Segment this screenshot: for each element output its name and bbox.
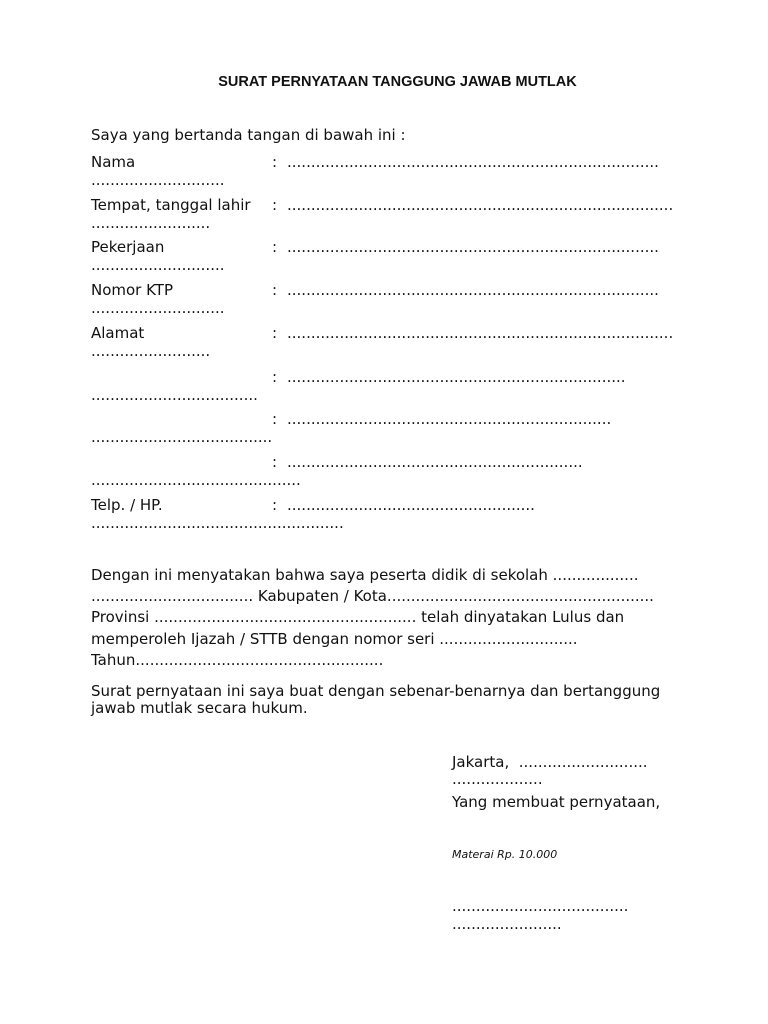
document-title: SURAT PERNYATAAN TANGGUNG JAWAB MUTLAK xyxy=(218,74,577,90)
field-label-nama: Nama xyxy=(91,153,136,171)
field-blank-alamat-extra-3-continued: ............................................ xyxy=(91,471,301,489)
field-blank-alamat-continued: ......................... xyxy=(91,342,211,360)
field-telp-hp xyxy=(0,496,768,532)
closing-line: Surat pernyataan ini saya buat dengan sebenar-benarnya dan bertanggung xyxy=(91,682,661,700)
field-blank-telp-hp-continued: ..................................................... xyxy=(91,514,344,532)
field-alamat xyxy=(0,324,768,360)
field-blank-tempat-tanggal-lahir-continued: ......................... xyxy=(91,214,211,232)
field-blank-alamat-extra-2: .................................................................... xyxy=(287,410,612,428)
intro-text: Saya yang bertanda tangan di bawah ini : xyxy=(91,126,406,144)
field-blank-pekerjaan-continued: ............................ xyxy=(91,256,225,274)
field-separator: : xyxy=(272,368,278,386)
field-nama xyxy=(0,153,768,189)
field-separator: : xyxy=(272,410,278,428)
field-blank-nomor-ktp: .............................................................................. xyxy=(287,281,659,299)
closing-line: jawab mutlak secara hukum. xyxy=(91,699,308,717)
statement-line: Provinsi ....................................................... telah dinyatakan Lulus dan xyxy=(91,608,625,626)
field-alamat-extra-2 xyxy=(0,410,768,446)
field-nomor-ktp xyxy=(0,281,768,317)
stamp-duty-note: Materai Rp. 10.000 xyxy=(452,848,558,861)
field-blank-alamat-extra-2-continued: ...................................... xyxy=(91,428,273,446)
field-label-pekerjaan: Pekerjaan xyxy=(91,238,165,256)
field-blank-nama: .............................................................................. xyxy=(287,153,659,171)
field-alamat-extra-1 xyxy=(0,368,768,404)
statement-line: Tahun.................................................... xyxy=(91,651,384,669)
place-date-line-continued: ................... xyxy=(452,770,543,788)
signer-label: Yang membuat pernyataan, xyxy=(452,793,661,811)
field-separator: : xyxy=(272,196,278,214)
field-blank-telp-hp: .................................................... xyxy=(287,496,535,514)
field-blank-alamat: ................................................................................. xyxy=(287,324,674,342)
field-blank-alamat-extra-1: ....................................................................... xyxy=(287,368,626,386)
field-blank-alamat-extra-1-continued: ................................... xyxy=(91,386,258,404)
statement-line: memperoleh Ijazah / STTB dengan nomor seri ............................. xyxy=(91,630,578,648)
field-pekerjaan xyxy=(0,238,768,274)
field-separator: : xyxy=(272,324,278,342)
signature-name-line-continued: ....................... xyxy=(452,915,562,933)
field-label-telp-hp: Telp. / HP. xyxy=(91,496,163,514)
field-label-nomor-ktp: Nomor KTP xyxy=(91,281,174,299)
field-tempat-tanggal-lahir xyxy=(0,196,768,232)
field-blank-nomor-ktp-continued: ............................ xyxy=(91,299,225,317)
field-label-tempat-tanggal-lahir: Tempat, tanggal lahir xyxy=(91,196,251,214)
field-separator: : xyxy=(272,453,278,471)
field-alamat-extra-3 xyxy=(0,453,768,489)
field-blank-pekerjaan: .............................................................................. xyxy=(287,238,659,256)
statement-line: Dengan ini menyatakan bahwa saya peserta didik di sekolah .................. xyxy=(91,566,639,584)
field-blank-tempat-tanggal-lahir: ................................................................................. xyxy=(287,196,674,214)
field-blank-alamat-extra-3: .............................................................. xyxy=(287,453,583,471)
field-separator: : xyxy=(272,238,278,256)
place-date-line: Jakarta, ........................... xyxy=(452,753,648,771)
field-blank-nama-continued: ............................ xyxy=(91,171,225,189)
signature-name-line: ..................................... xyxy=(452,897,629,915)
field-separator: : xyxy=(272,153,278,171)
field-separator: : xyxy=(272,281,278,299)
field-separator: : xyxy=(272,496,278,514)
field-label-alamat: Alamat xyxy=(91,324,145,342)
statement-line: .................................. Kabupaten / Kota........................................................ xyxy=(91,587,654,605)
